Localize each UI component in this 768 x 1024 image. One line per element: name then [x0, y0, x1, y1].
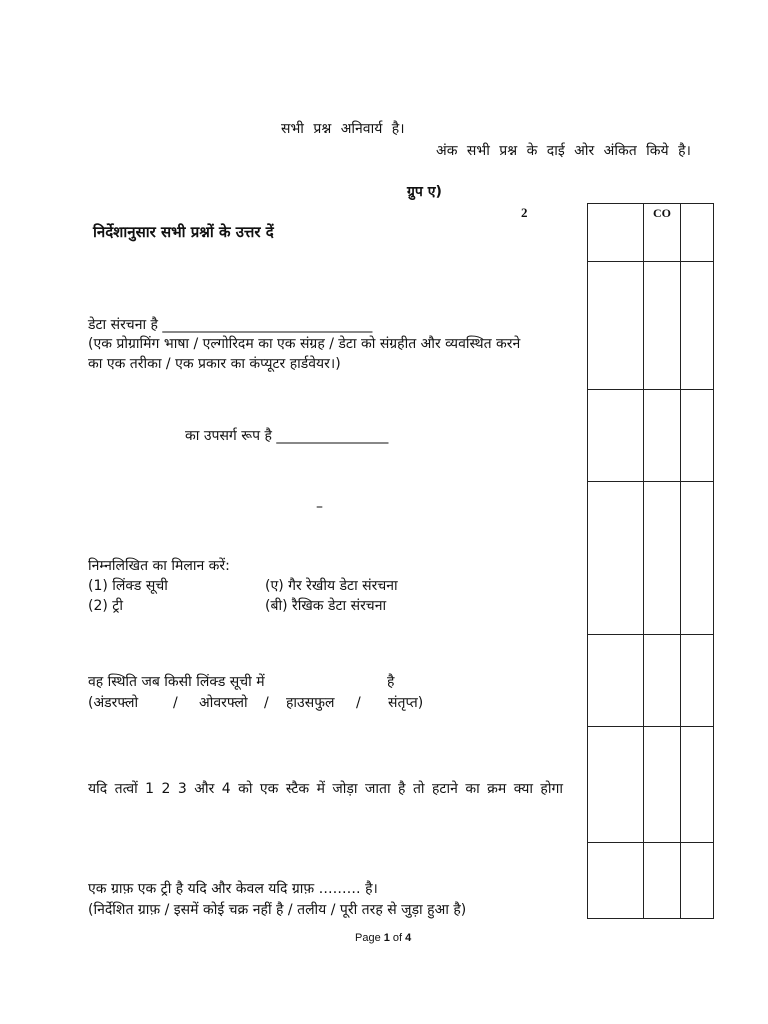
- table-cell: [588, 204, 644, 262]
- question-5-line-1b: है: [387, 674, 395, 690]
- question-1-line-2: (एक प्रोग्रामिंग भाषा / एल्गोरिदम का एक संग्रह / डेटा को संग्रहीत और व्यवस्थित करने: [88, 336, 521, 352]
- footer-prefix: Page: [355, 932, 384, 944]
- table-cell: [644, 262, 681, 390]
- table-cell: [644, 482, 681, 635]
- question-5-sep-3: /: [356, 695, 361, 711]
- table-cell-co-header: [644, 204, 681, 262]
- table-cell: [681, 482, 714, 635]
- table-cell: [644, 390, 681, 482]
- question-4-left-1: (1) लिंक्ड सूची: [88, 578, 168, 594]
- footer-total-pages: 4: [405, 932, 412, 944]
- table-cell: [588, 262, 644, 390]
- table-cell: [644, 635, 681, 727]
- table-cell: [588, 635, 644, 727]
- question-5-line-1a: वह स्थिति जब किसी लिंक्ड सूची में: [88, 674, 265, 690]
- question-4-right-2: (बी) रैखिक डेटा संरचना: [265, 598, 387, 614]
- footer-current-page: 1: [383, 932, 390, 944]
- question-5-option-2: ओवरफ्लो: [199, 695, 248, 711]
- question-5-option-3: हाउसफुल: [286, 695, 335, 711]
- table-cell: [644, 843, 681, 919]
- table-row: [588, 635, 714, 727]
- question-6-line-1: यदि तत्वों 1 2 3 और 4 को एक स्टैक में जोड़ा जाता है तो हटाने का क्रम क्या होगा: [88, 781, 563, 797]
- table-cell: [681, 727, 714, 843]
- table-cell: [681, 635, 714, 727]
- table-row: [588, 390, 714, 482]
- marks-label: 2: [521, 205, 528, 220]
- table-row: [588, 204, 714, 262]
- group-title: ग्रुप ए): [407, 184, 442, 200]
- marks-table: [587, 203, 714, 919]
- table-cell: [681, 262, 714, 390]
- footer-of: of: [389, 932, 406, 944]
- question-4-left-2: (2) ट्री: [88, 598, 123, 614]
- question-2-line-1: का उपसर्ग रूप है ________________: [185, 428, 389, 444]
- co-header: CO: [653, 206, 671, 220]
- table-row: [588, 727, 714, 843]
- table-cell: [681, 390, 714, 482]
- question-5-sep-2: /: [264, 695, 269, 711]
- table-cell: [588, 727, 644, 843]
- question-7-line-1: एक ग्राफ़ एक ट्री है यदि और केवल यदि ग्राफ़ ……… है।: [88, 881, 378, 897]
- instruction-line-2: अंक सभी प्रश्न के दाई ओर अंकित किये है।: [436, 143, 691, 159]
- table-row: [588, 843, 714, 919]
- table-cell: [588, 843, 644, 919]
- question-5-option-4: संतृप्त): [388, 695, 424, 711]
- question-4-right-1: (ए) गैर रेखीय डेटा संरचना: [265, 578, 398, 594]
- question-4-title: निम्नलिखित का मिलान करें:: [88, 558, 230, 574]
- table-cell: [588, 482, 644, 635]
- table-cell: [644, 727, 681, 843]
- page-footer: [355, 932, 411, 944]
- question-7-line-2: (निर्देशित ग्राफ़ / इसमें कोई चक्र नहीं है / तलीय / पूरी तरह से जुड़ा हुआ है): [88, 902, 467, 918]
- table-row: [588, 482, 714, 635]
- table-cell: [681, 843, 714, 919]
- table-cell: [588, 390, 644, 482]
- question-3-dash: –: [316, 499, 323, 515]
- question-1-line-1: डेटा संरचना है ______________________________: [88, 317, 373, 333]
- question-5-sep-1: /: [173, 695, 178, 711]
- table-cell: [681, 204, 714, 262]
- table-row: [588, 262, 714, 390]
- instruction-line-1: सभी प्रश्न अनिवार्य है।: [281, 121, 405, 137]
- question-1-line-3: का एक तरीका / एक प्रकार का कंप्यूटर हार्डवेयर।): [88, 356, 341, 372]
- question-5-option-1: (अंडरफ्लो: [88, 695, 139, 711]
- section-heading: निर्देशानुसार सभी प्रश्नों के उत्तर दें: [93, 223, 274, 241]
